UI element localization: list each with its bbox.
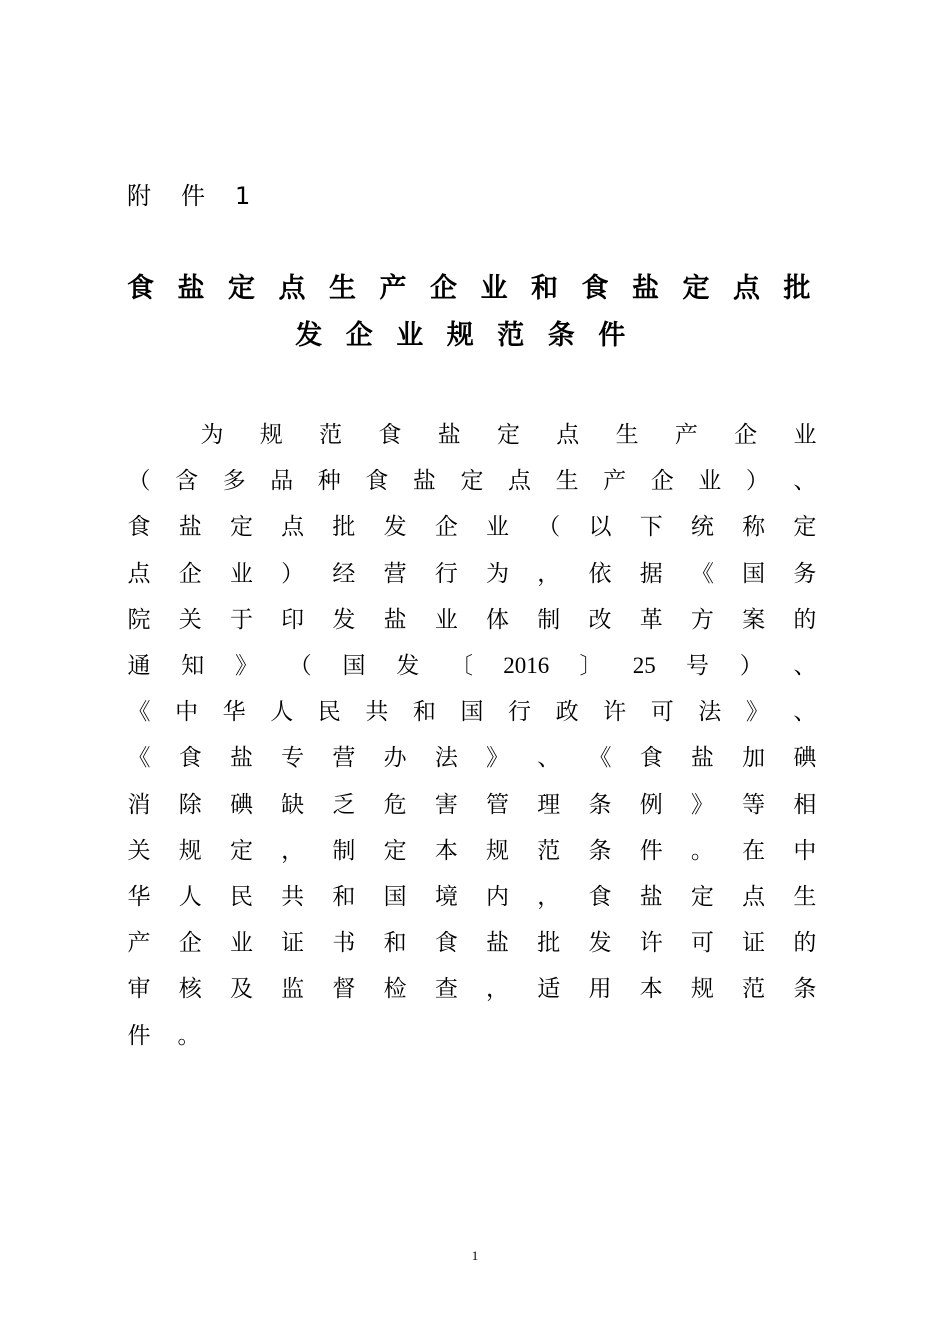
body-line: 食 盐 定 点 批 发 企 业 （ 以 下 统 称 定 [127, 514, 817, 541]
attachment-text-2: 件 [181, 182, 205, 210]
body-line: （ 含 多 品 种 食 盐 定 点 生 产 企 业 ） 、 [127, 468, 817, 495]
attachment-text-1: 附 [127, 182, 151, 210]
body-line: 华 人 民 共 和 国 境 内 ， 食 盐 定 点 生 [127, 884, 817, 910]
body-line: 为 规 范 食 盐 定 点 生 产 企 业 [200, 422, 817, 448]
document-title-line-1: 食盐定点生产企业和食盐定点批 [127, 273, 834, 304]
body-line: 院 关 于 印 发 盐 业 体 制 改 革 方 案 的 [127, 606, 817, 633]
attachment-number: 1 [235, 182, 251, 210]
document-title-line-2: 发企业规范条件 [295, 320, 649, 351]
body-line: 点 企 业 ） 经 营 行 为 ， 依 据 《 国 务 [127, 560, 817, 587]
body-line: 《 食 盐 专 营 办 法 》 、 《 食 盐 加 碘 [127, 745, 817, 772]
body-line: 件 。 [127, 1022, 201, 1049]
body-line: 通 知 》 （ 国 发 〔 2016 〕 25 号 ） 、 [127, 653, 817, 679]
attachment-label [127, 176, 250, 211]
body-line: 关 规 定 ， 制 定 本 规 范 条 件 。 在 中 [127, 837, 817, 864]
body-line: 审 核 及 监 督 检 查 ， 适 用 本 规 范 条 [127, 976, 817, 1003]
body-line: 《 中 华 人 民 共 和 国 行 政 许 可 法 》 、 [127, 699, 817, 726]
page-number: 1 [471, 1248, 479, 1263]
body-line: 消 除 碘 缺 乏 危 害 管 理 条 例 》 等 相 [127, 791, 817, 818]
body-line: 产 企 业 证 书 和 食 盐 批 发 许 可 证 的 [127, 930, 817, 957]
